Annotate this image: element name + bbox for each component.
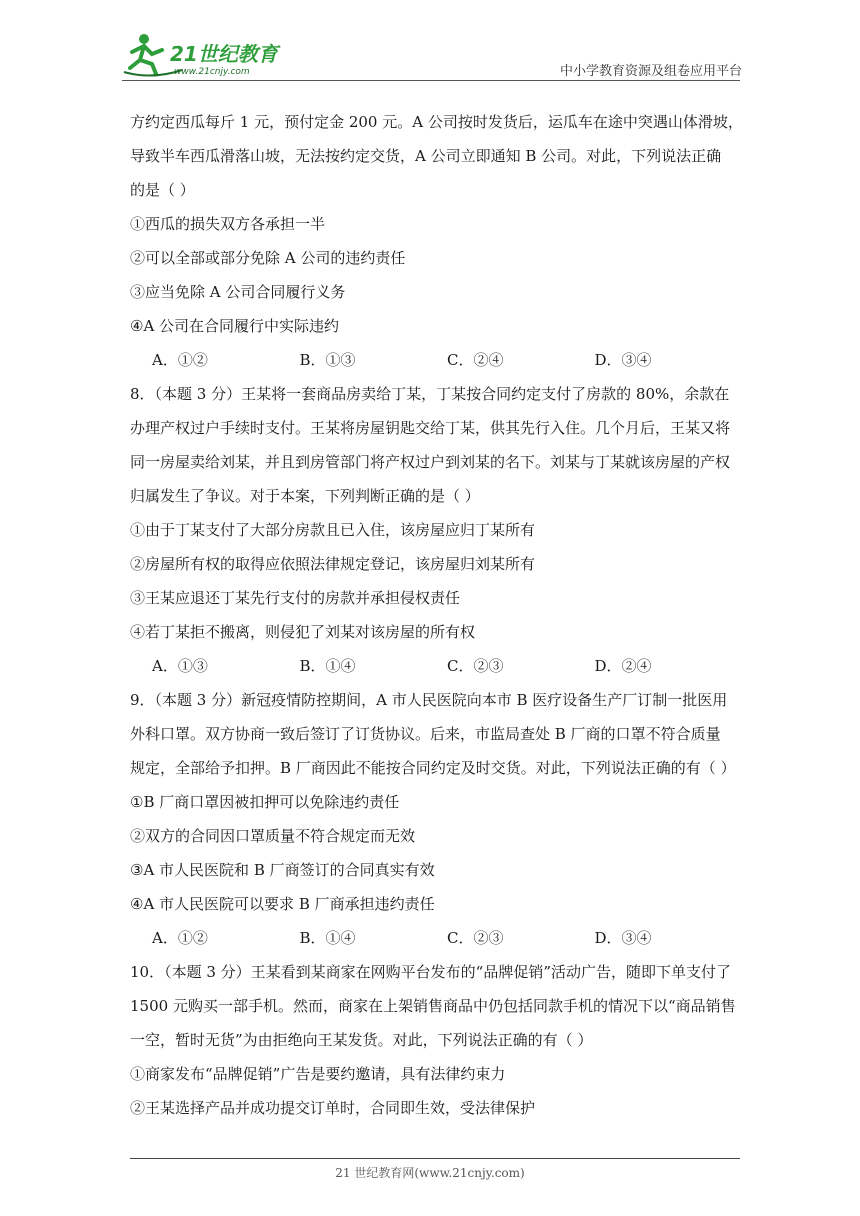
q10-line-1: 10．（本题 3 分）王某看到某商家在网购平台发布的“品牌促销”活动广告，随即下单支付了	[130, 963, 732, 981]
logo-url: www.21cnjy.com	[174, 67, 250, 77]
q7-choice-d[interactable]: D．③④	[594, 351, 652, 369]
logo-text: 21世纪教育	[170, 42, 278, 66]
q7-line-1: 方约定西瓜每斤 1 元，预付定金 200 元。A 公司按时发货后，运瓜车在途中突遇山体滑坡，	[130, 113, 743, 131]
q9-line-3: 规定，全部给予扣押。B 厂商因此不能按合同约定及时交货。对此，下列说法正确的有（ ）	[130, 759, 736, 777]
q8-choice-b[interactable]: B．①④	[299, 657, 356, 675]
q7-choice-a[interactable]: A．①②	[152, 351, 208, 369]
q9-line-2: 外科口罩。双方协商一致后签订了订货协议。后来，市监局查处 B 厂商的口罩不符合质量	[130, 725, 721, 743]
q10-line-2: 1500 元购买一部手机。然而，商家在上架销售商品中仍包括同款手机的情况下以“商品销售	[130, 997, 736, 1015]
q9-line-1: 9．（本题 3 分）新冠疫情防控期间，A 市人民医院向本市 B 医疗设备生产厂订制一批医用	[130, 691, 728, 709]
q9-option-3: ③A 市人民医院和 B 厂商签订的合同真实有效	[130, 861, 435, 879]
q9-choice-b[interactable]: B．①④	[299, 929, 356, 947]
q9-option-2: ②双方的合同因口罩质量不符合规定而无效	[130, 827, 416, 845]
q9-option-1: ①B 厂商口罩因被扣押可以免除违约责任	[130, 793, 400, 811]
q7-option-2: ②可以全部或部分免除 A 公司的违约责任	[130, 249, 406, 267]
q9-choices	[130, 924, 742, 958]
q10-line-3: 一空，暂时无货”为由拒绝向王某发货。对此，下列说法正确的有（ ）	[130, 1031, 593, 1049]
page-footer[interactable]: 21 世纪教育网(www.21cnjy.com)	[335, 1166, 525, 1180]
q8-line-1: 8．（本题 3 分）王某将一套商品房卖给丁某，丁某按合同约定支付了房款的 80%，余款在	[130, 385, 730, 403]
q8-choice-d[interactable]: D．②④	[594, 657, 652, 675]
q8-choices	[130, 652, 742, 686]
q7-option-4: ④A 公司在合同履行中实际违约	[130, 317, 340, 335]
page-header	[0, 0, 860, 90]
q8-option-4: ④若丁某拒不搬离，则侵犯了刘某对该房屋的所有权	[130, 623, 476, 641]
site-logo[interactable]	[122, 30, 292, 80]
q9-choice-c[interactable]: C．②③	[447, 929, 504, 947]
question-content	[130, 108, 742, 1128]
q10-option-2: ②王某选择产品并成功提交订单时，合同即生效，受法律保护	[130, 1099, 536, 1117]
header-divider	[122, 80, 740, 81]
logo-graphic	[122, 30, 292, 80]
q7-line-3: 的是（ ）	[130, 181, 195, 199]
q8-line-4: 归属发生了争议。对于本案，下列判断正确的是（ ）	[130, 487, 480, 505]
footer-divider	[130, 1158, 740, 1159]
q7-choice-c[interactable]: C．②④	[447, 351, 504, 369]
q7-choices	[130, 346, 742, 380]
q8-option-3: ③王某应退还丁某先行支付的房款并承担侵权责任	[130, 589, 461, 607]
q9-option-4: ④A 市人民医院可以要求 B 厂商承担违约责任	[130, 895, 435, 913]
q8-option-2: ②房屋所有权的取得应依照法律规定登记，该房屋归刘某所有	[130, 555, 536, 573]
q9-choice-d[interactable]: D．③④	[594, 929, 652, 947]
q10-option-1: ①商家发布“品牌促销”广告是要约邀请，具有法律约束力	[130, 1065, 506, 1083]
q7-choice-b[interactable]: B．①③	[299, 351, 356, 369]
q9-choice-a[interactable]: A．①②	[152, 929, 208, 947]
q8-line-2: 办理产权过户手续时支付。王某将房屋钥匙交给丁某，供其先行入住。几个月后，王某又将	[130, 419, 731, 437]
q7-option-1: ①西瓜的损失双方各承担一半	[130, 215, 326, 233]
q7-line-2: 导致半车西瓜滑落山坡，无法按约定交货，A 公司立即通知 B 公司。对此，下列说法正确	[130, 147, 722, 165]
q8-option-1: ①由于丁某支付了大部分房款且已入住，该房屋应归丁某所有	[130, 521, 536, 539]
platform-title: 中小学教育资源及组卷应用平台	[559, 64, 742, 79]
q7-option-3: ③应当免除 A 公司合同履行义务	[130, 283, 346, 301]
q8-choice-c[interactable]: C．②③	[447, 657, 504, 675]
q8-choice-a[interactable]: A．①③	[152, 657, 208, 675]
q8-line-3: 同一房屋卖给刘某，并且到房管部门将产权过户到刘某的名下。刘某与丁某就该房屋的产权	[130, 453, 731, 471]
